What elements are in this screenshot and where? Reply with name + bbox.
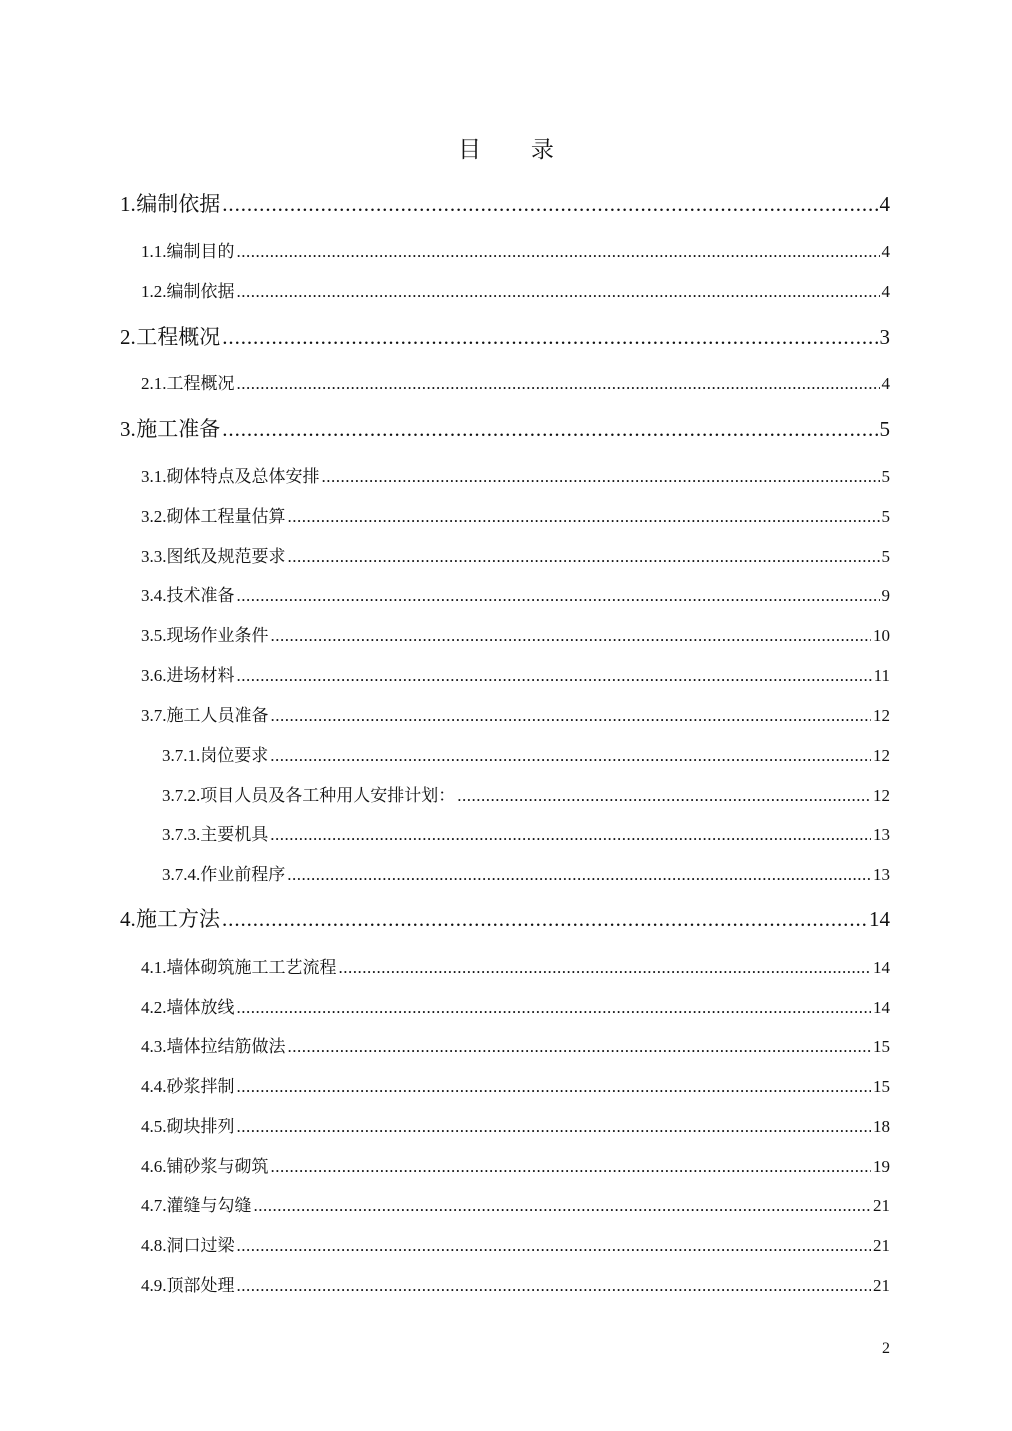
dot-leader <box>457 786 871 806</box>
toc-entry-number: 2. <box>120 325 136 349</box>
toc-entry-number: 4.7. <box>141 1196 167 1215</box>
toc-entry-number: 3.7.4. <box>162 865 201 884</box>
toc-entry-title: 墙体拉结筋做法 <box>166 1037 286 1056</box>
toc-entry-page: 12 <box>873 706 890 725</box>
toc-entry-page: 21 <box>873 1196 890 1215</box>
toc-entry-number: 3.4. <box>141 586 167 605</box>
toc-entry-page: 15 <box>873 1077 890 1096</box>
toc-entry-number: 3.7.3. <box>162 825 201 844</box>
toc-entry-number: 3.7.1. <box>162 746 201 765</box>
toc-entry-page: 14 <box>873 998 890 1017</box>
toc-entry-page: 21 <box>873 1276 890 1295</box>
dot-leader <box>271 706 872 726</box>
toc-entry-page: 3 <box>879 325 890 349</box>
toc-entry-page: 18 <box>873 1117 890 1136</box>
toc-entry-title: 工程概况 <box>136 325 221 349</box>
toc-entry[interactable] <box>120 903 890 933</box>
toc-entry-title: 砌体工程量估算 <box>166 507 286 526</box>
toc-entry[interactable] <box>141 1072 890 1097</box>
dot-leader <box>288 1037 872 1057</box>
toc-entry-number: 3.3. <box>141 547 167 566</box>
dot-leader <box>237 282 880 302</box>
dot-leader <box>222 907 867 932</box>
dot-leader <box>237 1236 872 1256</box>
dot-leader <box>270 746 871 766</box>
toc-entry-number: 4.4. <box>141 1077 167 1096</box>
toc-entry[interactable] <box>141 502 890 527</box>
toc-entry-title: 图纸及规范要求 <box>166 547 286 566</box>
toc-entry[interactable] <box>141 1271 890 1296</box>
toc-entry[interactable] <box>141 277 890 302</box>
dot-leader <box>222 325 877 350</box>
toc-entry-number: 4. <box>120 907 136 931</box>
toc-entry[interactable] <box>162 820 890 845</box>
toc-entry-page: 5 <box>881 467 890 486</box>
toc-entry-number: 3.2. <box>141 507 167 526</box>
dot-leader <box>222 192 877 217</box>
toc-entry-number: 3.6. <box>141 666 167 685</box>
toc-entry-number: 3. <box>120 417 136 441</box>
toc-entry-number: 1.2. <box>141 282 167 301</box>
toc-entry-number: 4.2. <box>141 998 167 1017</box>
toc-entry[interactable] <box>141 542 890 567</box>
toc-entry[interactable] <box>141 1231 890 1256</box>
dot-leader <box>237 242 880 262</box>
toc-entry[interactable] <box>141 369 890 394</box>
toc-entry-number: 2.1. <box>141 374 167 393</box>
dot-leader <box>237 1077 872 1097</box>
toc-entry-title: 作业前程序 <box>200 865 286 884</box>
toc-entry-title: 编制目的 <box>166 242 235 261</box>
toc-entry-number: 4.3. <box>141 1037 167 1056</box>
toc-entry-page: 11 <box>873 666 890 685</box>
dot-leader <box>237 666 872 686</box>
toc-entry-title: 墙体放线 <box>166 998 235 1017</box>
toc-entry[interactable] <box>141 621 890 646</box>
dot-leader <box>288 547 880 567</box>
toc-entry-title: 工程概况 <box>166 374 235 393</box>
toc-entry[interactable] <box>141 1112 890 1137</box>
dot-leader <box>270 825 871 845</box>
toc-entry-page: 5 <box>881 507 890 526</box>
toc-entry-title: 墙体砌筑施工工艺流程 <box>166 958 337 977</box>
dot-leader <box>222 417 877 442</box>
toc-entry-title: 砂浆拌制 <box>166 1077 235 1096</box>
toc-entry-number: 4.1. <box>141 958 167 977</box>
toc-entry[interactable] <box>141 462 890 487</box>
toc-entry-number: 3.5. <box>141 626 167 645</box>
toc-entry-page: 5 <box>879 417 890 441</box>
toc-entry-page: 19 <box>873 1157 890 1176</box>
toc-entry-title: 顶部处理 <box>166 1276 235 1295</box>
dot-leader <box>237 1117 872 1137</box>
toc-entry[interactable] <box>141 1191 890 1216</box>
toc-entry-title: 编制依据 <box>136 192 221 216</box>
toc-entry-number: 4.5. <box>141 1117 167 1136</box>
toc-entry-page: 12 <box>873 786 890 805</box>
toc-entry[interactable] <box>141 581 890 606</box>
toc-entry-number: 3.1. <box>141 467 167 486</box>
toc-entry-title: 铺砂浆与砌筑 <box>166 1157 269 1176</box>
dot-leader <box>339 958 872 978</box>
toc-entry-title: 进场材料 <box>166 666 235 685</box>
toc-entry-title: 洞口过梁 <box>166 1236 235 1255</box>
toc-entry-page: 14 <box>869 907 890 931</box>
dot-leader <box>287 865 871 885</box>
toc-entry-title: 项目人员及各工种用人安排计划： <box>200 786 456 805</box>
toc-entry-page: 15 <box>873 1037 890 1056</box>
toc-entry-page: 5 <box>881 547 890 566</box>
dot-leader <box>288 507 880 527</box>
dot-leader <box>237 1276 872 1296</box>
dot-leader <box>271 626 872 646</box>
page-number: 2 <box>882 1340 890 1357</box>
toc-entry[interactable] <box>162 741 890 766</box>
toc-entry-title: 砌块排列 <box>166 1117 235 1136</box>
toc-entry-title: 现场作业条件 <box>166 626 269 645</box>
toc-entry-page: 4 <box>881 374 890 393</box>
toc-title: 目 录 <box>458 137 576 162</box>
toc-entry[interactable] <box>120 413 890 443</box>
dot-leader <box>322 467 880 487</box>
toc-entry-page: 14 <box>873 958 890 977</box>
dot-leader <box>237 374 880 394</box>
toc-entry-page: 13 <box>873 825 890 844</box>
toc-entry-page: 9 <box>881 586 890 605</box>
toc-entry-title: 施工人员准备 <box>166 706 269 725</box>
toc-entry-page: 4 <box>881 282 890 301</box>
toc-entry-page: 12 <box>873 746 890 765</box>
toc-entry-page: 4 <box>881 242 890 261</box>
toc-entry[interactable] <box>141 953 890 978</box>
dot-leader <box>271 1157 872 1177</box>
toc-entry[interactable] <box>162 781 890 806</box>
toc-entry[interactable] <box>141 661 890 686</box>
toc-entry-number: 4.8. <box>141 1236 167 1255</box>
toc-entry-title: 施工方法 <box>136 907 221 931</box>
toc-entry-title: 施工准备 <box>136 417 221 441</box>
toc-entry-title: 岗位要求 <box>200 746 269 765</box>
toc-entry-page: 21 <box>873 1236 890 1255</box>
toc-entry-page: 13 <box>873 865 890 884</box>
dot-leader <box>237 586 880 606</box>
toc-entry-number: 4.6. <box>141 1157 167 1176</box>
dot-leader <box>237 998 872 1018</box>
toc-entry-number: 4.9. <box>141 1276 167 1295</box>
toc-entry-number: 3.7. <box>141 706 167 725</box>
toc-entry-title: 主要机具 <box>200 825 269 844</box>
toc-entry-number: 3.7.2. <box>162 786 201 805</box>
dot-leader <box>254 1196 872 1216</box>
toc-entry-title: 砌体特点及总体安排 <box>166 467 320 486</box>
toc-entry-title: 灌缝与勾缝 <box>166 1196 252 1215</box>
toc-entry[interactable] <box>141 1152 890 1177</box>
toc-entry[interactable] <box>120 188 890 218</box>
toc-entry[interactable] <box>141 1032 890 1057</box>
toc-entry-number: 1.1. <box>141 242 167 261</box>
toc-entry-number: 1. <box>120 192 136 216</box>
toc-entry[interactable] <box>141 993 890 1018</box>
toc-entry[interactable] <box>141 701 890 726</box>
toc-entry[interactable] <box>162 860 890 885</box>
toc-entry-page: 4 <box>879 192 890 216</box>
toc-entry-title: 编制依据 <box>166 282 235 301</box>
toc-entry-title: 技术准备 <box>166 586 235 605</box>
toc-entry[interactable] <box>120 321 890 351</box>
toc-entry-page: 10 <box>873 626 890 645</box>
toc-entry[interactable] <box>141 237 890 262</box>
